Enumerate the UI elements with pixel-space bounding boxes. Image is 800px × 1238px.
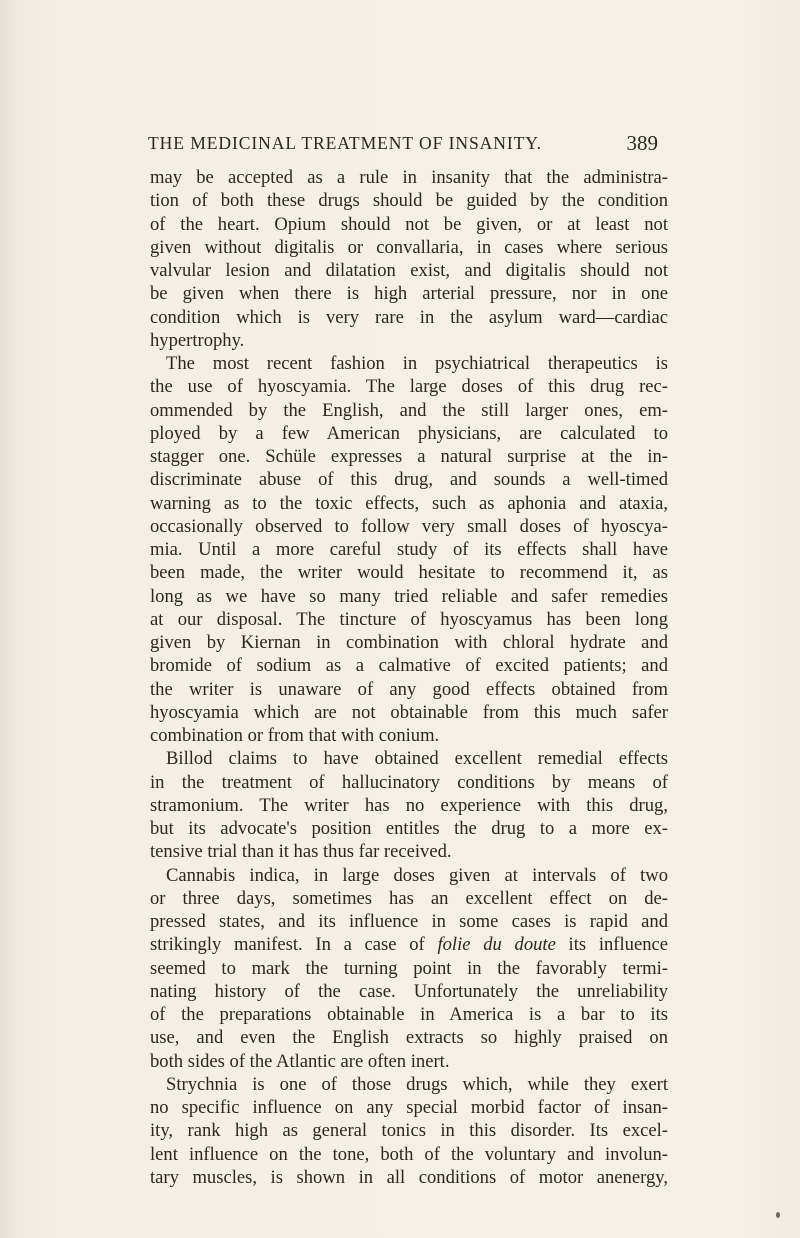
text-line: of the preparations obtainable in America is a bar to its [150,1004,668,1025]
text-line: mia. Until a more careful study of its effects shall have [150,539,668,560]
text-line: ommended by the English, and the still larger ones, em- [150,399,668,421]
text-line: Billod claims to have obtained excellent remedial effects [166,748,668,770]
text-line: bromide of sodium as a calmative of excited patients; and [150,655,668,677]
text-line: both sides of the Atlantic are often inert. [150,1050,450,1072]
text-line: hypertrophy. [150,329,245,351]
text-line: be given when there is high arterial pressure, nor in one [150,283,668,305]
text-fragment: strikingly manifest. In a case of [150,934,425,956]
text-line: The most recent fashion in psychiatrical therapeutics is [166,353,668,374]
text-line: lent influence on the tone, both of the voluntary and involun- [150,1143,668,1165]
text-line: discriminate abuse of this drug, and sounds a well-timed [150,469,668,491]
text-line: in the treatment of hallucinatory conditions by means of [150,771,668,793]
text-line: tion of both these drugs should be guided by the condition [150,190,668,212]
text-line: valvular lesion and dilatation exist, and digitalis should not [150,260,668,281]
text-line: no specific influence on any special morbid factor of insan- [150,1097,668,1118]
text-line: at our disposal. The tincture of hyoscyamus has been long [150,608,668,630]
text-line: of the heart. Opium should not be given, or at least not [150,213,668,235]
text-line: ployed by a few American physicians, are calculated to [150,422,668,444]
text-line: the use of hyoscyamia. The large doses of this drug rec- [150,376,668,398]
text-line [150,933,668,956]
running-title: THE MEDICINAL TREATMENT OF INSANITY. [148,133,542,153]
text-line: Cannabis indica, in large doses given at intervals of two [166,864,668,886]
text-line: warning as to the toxic effects, such as aphonia and ataxia, [150,492,668,514]
text-line: nating history of the case. Unfortunately the unreliability [150,980,668,1002]
text-line: given by Kiernan in combination with chloral hydrate and [150,632,668,653]
italic-phrase: folie du doute [437,934,556,956]
text-fragment: its influence [568,934,668,956]
page-number: 389 [626,131,658,155]
text-line: long as we have so many tried reliable and safer remedies [150,585,668,607]
text-line: stagger one. Schüle expresses a natural surprise at the in- [150,446,668,467]
text-line: given without digitalis or convallaria, in cases where serious [150,236,668,258]
text-line: been made, the writer would hesitate to recommend it, as [150,562,668,584]
text-line: hyoscyamia which are not obtainable from this much safer [150,701,668,723]
text-line: pressed states, and its influence in some cases is rapid and [150,911,668,932]
body-text [150,166,668,1189]
text-line: combination or from that with conium. [150,725,440,746]
text-line: tary muscles, is shown in all conditions of motor anenergy, [150,1166,668,1188]
text-line: or three days, sometimes has an excellent effect on de- [150,887,668,909]
text-line: but its advocate's position entitles the drug to a more ex- [150,818,668,839]
text-line: ity, rank high as general tonics in this disorder. Its excel- [150,1120,668,1142]
text-line: may be accepted as a rule in insanity that the administra- [150,167,668,188]
text-line: occasionally observed to follow very small doses of hyoscya- [150,515,668,537]
ink-speck [776,1212,780,1218]
text-line: Strychnia is one of those drugs which, while they exert [166,1073,668,1095]
text-line: tensive trial than it has thus far received. [150,841,452,863]
text-line: stramonium. The writer has no experience with this drug, [150,794,668,816]
text-line: condition which is very rare in the asylum ward—cardiac [150,306,668,328]
text-line: use, and even the English extracts so highly praised on [150,1027,668,1049]
text-line: the writer is unaware of any good effects obtained from [150,678,668,700]
running-head [148,130,658,156]
text-line: seemed to mark the turning point in the favorably termi- [150,957,668,979]
